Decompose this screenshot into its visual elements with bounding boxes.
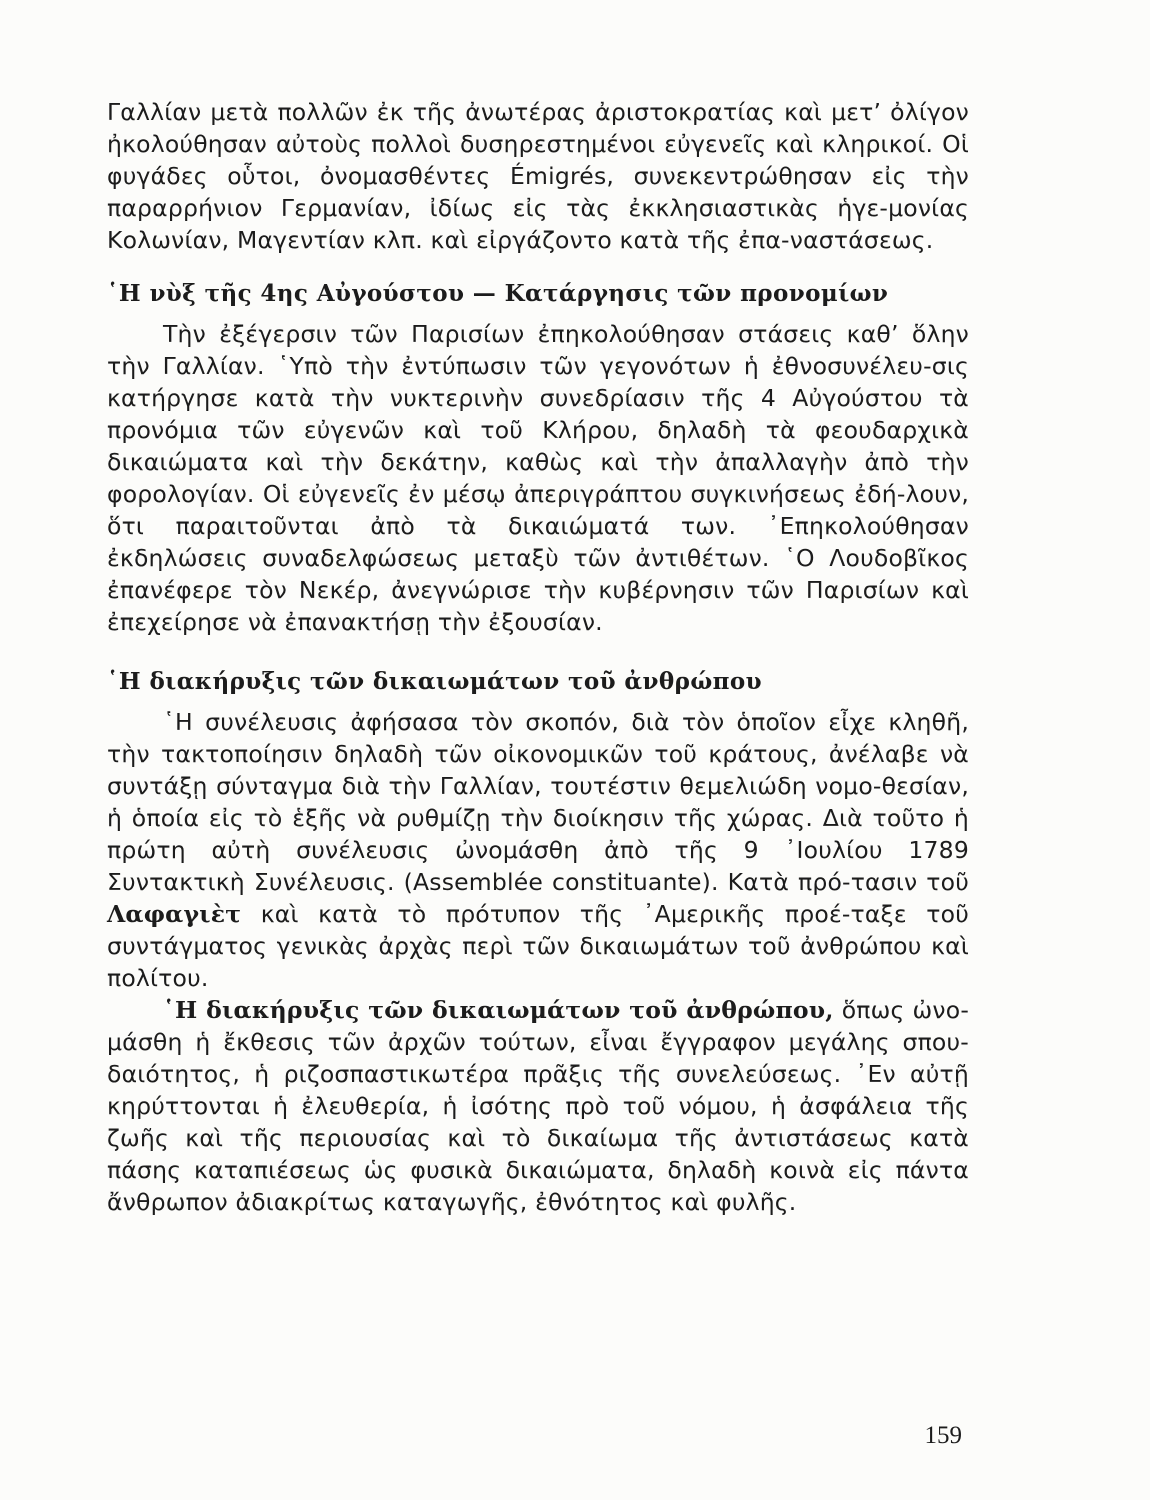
page-number: 159 xyxy=(924,1422,962,1449)
paragraph-declaration-text: ὅπως ὠνο-μάσθη ἡ ἔκθεσις τῶν ἀρχῶν τούτων, εἶναι ἔγγραφον μεγάλης σπου-δαιότητος, ἡ ριζοσπαστικωτέρα πρᾶξις τῆς συνελεύσεως. ᾿Εν αὐτῇ κηρύττονται ἡ ἐλευθερία, ἡ ἰσότης πρὸ τοῦ νόμου, ἡ ἀσφάλεια τῆς ζωῆς καὶ τῆς περιουσίας καὶ τὸ δικαίωμα τῆς ἀντιστάσεως κατὰ πάσης καταπιέσεως ὡς φυσικὰ δικαιώματα, δηλαδὴ κοινὰ εἰς πάντα ἄνθρωπον ἀδιακρίτως καταγωγῆς, ἐθνότητος καὶ φυλῆς. xyxy=(107,996,970,1216)
paragraph-declaration-content xyxy=(107,994,969,1218)
heading-night-of-august-4: ῾Η νὺξ τῆς 4ης Αὐγούστου — Κατάργησις τῶν προνομίων xyxy=(107,280,889,307)
paragraph-emigres: Γαλλίαν μετὰ πολλῶν ἐκ τῆς ἀνωτέρας ἀριστοκρατίας καὶ μετ’ ὀλίγον ἠκολούθησαν αὐτοὺς πολλοὶ δυσηρεστημένοι εὐγενεῖς καὶ κληρικοί. Οἱ φυγάδες οὗτοι, ὀνομασθέντες Émigrés, συνεκεντρώθησαν εἰς τὴν παραρρήνιον Γερμανίαν, ἰδίως εἰς τὰς ἐκκλησιαστικὰς ἡγε-μονίας Κολωνίαν, Μαγεντίαν κλπ. καὶ εἰργάζοντο κατὰ τῆς ἐπα-ναστάσεως. xyxy=(107,98,969,254)
paragraph-constituent-assembly xyxy=(107,706,969,994)
lafayette-name: Λαφαγιὲτ xyxy=(107,900,242,928)
text-block xyxy=(107,96,969,1218)
declaration-bold-lead: ῾Η διακήρυξις τῶν δικαιωμάτων τοῦ ἀνθρώπου, xyxy=(163,996,834,1024)
paragraph-abolition-privileges: Τὴν ἐξέγερσιν τῶν Παρισίων ἐπηκολούθησαν στάσεις καθ’ ὅλην τὴν Γαλλίαν. ῾Υπὸ τὴν ἐντύπωσιν τῶν γεγονότων ἡ ἐθνοσυνέλευ-σις κατήργησε κατὰ τὴν νυκτερινὴν συνεδρίασιν τῆς 4 Αὐγούστου τὰ προνόμια τῶν εὐγενῶν καὶ τοῦ Κλήρου, δηλαδὴ τὰ φεουδαρχικὰ δικαιώματα καὶ τὴν δεκάτην, καθὼς καὶ τὴν ἀπαλλαγὴν ἀπὸ τὴν φορολογίαν. Οἱ εὐγενεῖς ἐν μέσῳ ἀπεριγράπτου συγκινήσεως ἐδή-λουν, ὅτι παραιτοῦνται ἀπὸ τὰ δικαιώματά των. ᾿Επηκολούθησαν ἐκδηλώσεις συναδελφώσεως μεταξὺ τῶν ἀντιθέτων. ῾Ο Λουδοβῖκος ἐπανέφερε τὸν Νεκέρ, ἀνεγνώρισε τὴν κυβέρνησιν τῶν Παρισίων καὶ ἐπεχείρησε νὰ ἐπανακτήσῃ τὴν ἐξουσίαν. xyxy=(107,320,969,636)
heading-declaration-rights: ῾Η διακήρυξις τῶν δικαιωμάτων τοῦ ἀνθρώπου xyxy=(107,668,762,695)
paragraph-constituent-assembly-end: καὶ κατὰ τὸ πρότυπον τῆς ᾿Αμερικῆς προέ-ταξε τοῦ συντάγματος γενικὰς ἀρχὰς περὶ τῶν δικαιωμάτων τοῦ ἀνθρώπου καὶ πολίτου. xyxy=(107,900,969,992)
paragraph-constituent-assembly-text: ῾Η συνέλευσις ἀφήσασα τὸν σκοπόν, διὰ τὸν ὁποῖον εἶχε κληθῆ, τὴν τακτοποίησιν δηλαδὴ τῶν οἰκονομικῶν τοῦ κράτους, ἀνέλαβε νὰ συντάξῃ σύνταγμα διὰ τὴν Γαλλίαν, τουτέστιν θεμελιώδη νομο-θεσίαν, ἡ ὁποία εἰς τὸ ἑξῆς νὰ ρυθμίζῃ τὴν διοίκησιν τῆς χώρας. Διὰ τοῦτο ἡ πρώτη αὐτὴ συνέλευσις ὠνομάσθη ἀπὸ τῆς 9 ᾿Ιουλίου 1789 Συντακτικὴ Συνέλευσις. (Assemblée constituante). Κατὰ πρό-τασιν τοῦ xyxy=(107,708,969,896)
